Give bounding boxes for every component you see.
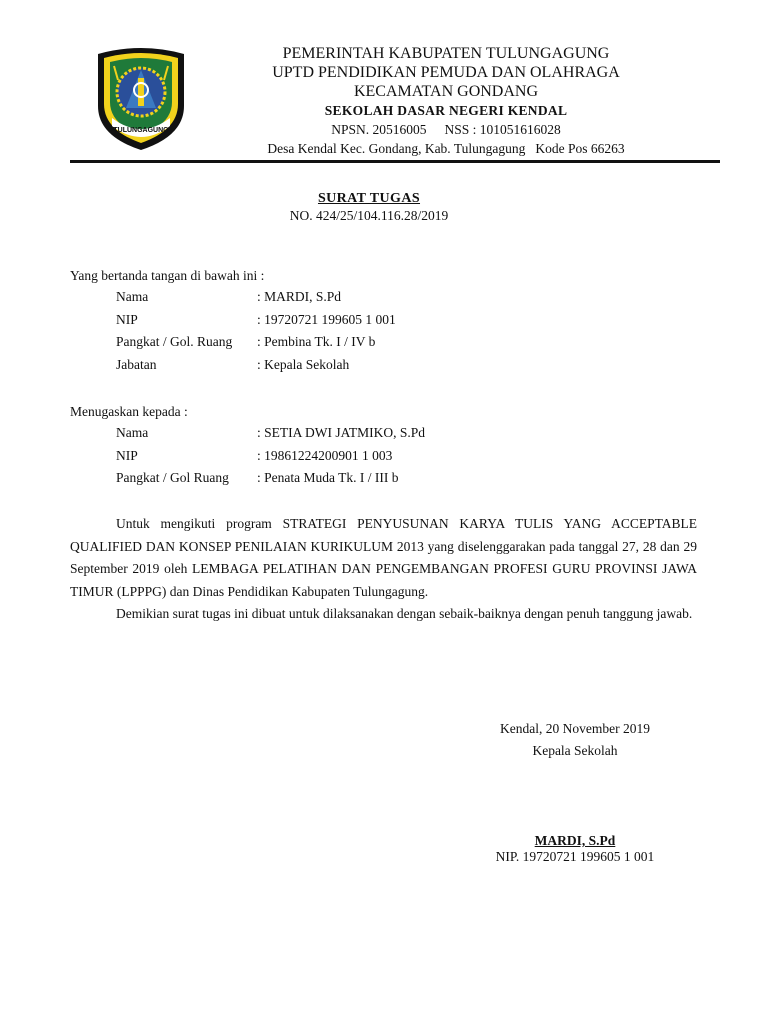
detail-value: : SETIA DWI JATMIKO, S.Pd bbox=[257, 425, 426, 440]
body-paragraph-closing: Demikian surat tugas ini dibuat untuk dilaksanakan dengan sebaik-baiknya dengan penuh tanggung jawab. bbox=[116, 606, 693, 622]
letterhead-department: UPTD PENDIDIKAN PEMUDA DAN OLAHRAGA bbox=[272, 64, 620, 81]
signature-block bbox=[470, 718, 680, 762]
detail-value: : Penata Muda Tk. I / III b bbox=[257, 470, 399, 485]
place-date: Kendal, 20 November 2019 bbox=[500, 721, 650, 736]
detail-row bbox=[116, 425, 425, 448]
detail-value: : 19861224200901 1 003 bbox=[257, 447, 393, 463]
letterhead-codes bbox=[200, 120, 692, 139]
detail-label: Nama bbox=[116, 425, 149, 440]
body-text bbox=[70, 513, 697, 626]
logo-label: TULUNGAGUNG bbox=[113, 127, 169, 134]
detail-label: Nama bbox=[116, 289, 149, 304]
detail-row bbox=[116, 334, 396, 357]
letterhead-district: KECAMATAN GONDANG bbox=[353, 83, 539, 100]
assignee-details bbox=[116, 425, 425, 493]
detail-row bbox=[116, 448, 425, 471]
signer-name: MARDI, S.Pd bbox=[534, 833, 616, 848]
letterhead bbox=[200, 44, 692, 158]
tulungagung-regency-logo bbox=[94, 44, 188, 152]
detail-label: Pangkat / Gol. Ruang bbox=[116, 334, 233, 349]
document-title-block bbox=[44, 191, 694, 224]
address: Desa Kendal Kec. Gondang, Kab. Tulungagung bbox=[267, 141, 526, 156]
signer-position: Kepala Sekolah bbox=[532, 743, 618, 758]
detail-label: NIP bbox=[116, 311, 138, 327]
letterhead-school: SEKOLAH DASAR NEGERI KENDAL bbox=[324, 103, 568, 118]
signer bbox=[470, 833, 680, 865]
nss: NSS : 101051616028 bbox=[444, 122, 561, 137]
signer-nip: NIP. 19720721 199605 1 001 bbox=[495, 849, 655, 864]
detail-row bbox=[116, 312, 396, 335]
detail-value: : MARDI, S.Pd bbox=[257, 289, 342, 304]
body-paragraph-purpose: Untuk mengikuti program STRATEGI PENYUSUNAN KARYA TULIS YANG ACCEPTABLE QUALIFIED DAN KONSEP PENILAIAN KURIKULUM 2013 yang diselenggarakan pada tanggal 27, 28 dan 29 September 2019 oleh LEMBAGA PELATIHAN DAN PENGEMBANGAN PROFESI GURU PROVINSI JAWA TIMUR (LPPPG) dan Dinas Pendidikan Kabupaten Tulungagung. bbox=[70, 516, 697, 599]
letterhead-divider bbox=[70, 160, 720, 163]
detail-label: NIP bbox=[116, 447, 138, 463]
detail-row bbox=[116, 289, 396, 312]
postal-code: Kode Pos 66263 bbox=[535, 141, 625, 156]
detail-value: : Pembina Tk. I / IV b bbox=[257, 334, 376, 349]
document-number: NO. 424/25/104.116.28/2019 bbox=[289, 208, 449, 223]
signatory-details bbox=[116, 289, 396, 379]
detail-row bbox=[116, 357, 396, 380]
document-title: SURAT TUGAS bbox=[317, 191, 421, 206]
detail-label: Pangkat / Gol Ruang bbox=[116, 470, 229, 485]
detail-value: : 19720721 199605 1 001 bbox=[257, 311, 396, 327]
detail-row bbox=[116, 470, 425, 493]
detail-label: Jabatan bbox=[116, 356, 157, 372]
detail-value: : Kepala Sekolah bbox=[257, 356, 350, 372]
letterhead-address-line bbox=[200, 139, 692, 158]
npsn: NPSN. 20516005 bbox=[331, 122, 427, 137]
assign-intro-text: Menugaskan kepada : bbox=[70, 404, 188, 419]
intro-text: Yang bertanda tangan di bawah ini : bbox=[70, 268, 265, 283]
letterhead-government: PEMERINTAH KABUPATEN TULUNGAGUNG bbox=[282, 45, 610, 62]
